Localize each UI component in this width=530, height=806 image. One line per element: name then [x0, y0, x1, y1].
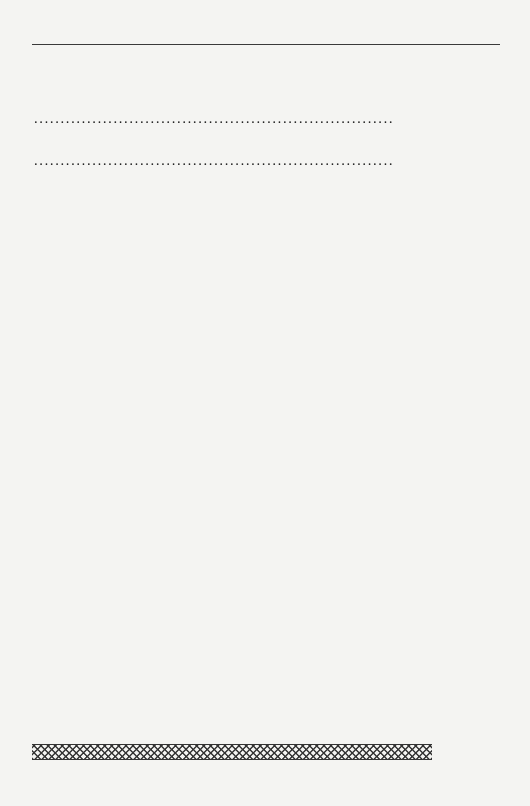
toc-entry-39[interactable] [32, 152, 470, 172]
dot-leader [34, 152, 468, 172]
top-rule [32, 44, 500, 45]
toc-entry-38[interactable] [32, 110, 470, 130]
ornament-band [32, 744, 432, 760]
dot-leader [34, 110, 468, 130]
table-of-contents [32, 70, 470, 193]
